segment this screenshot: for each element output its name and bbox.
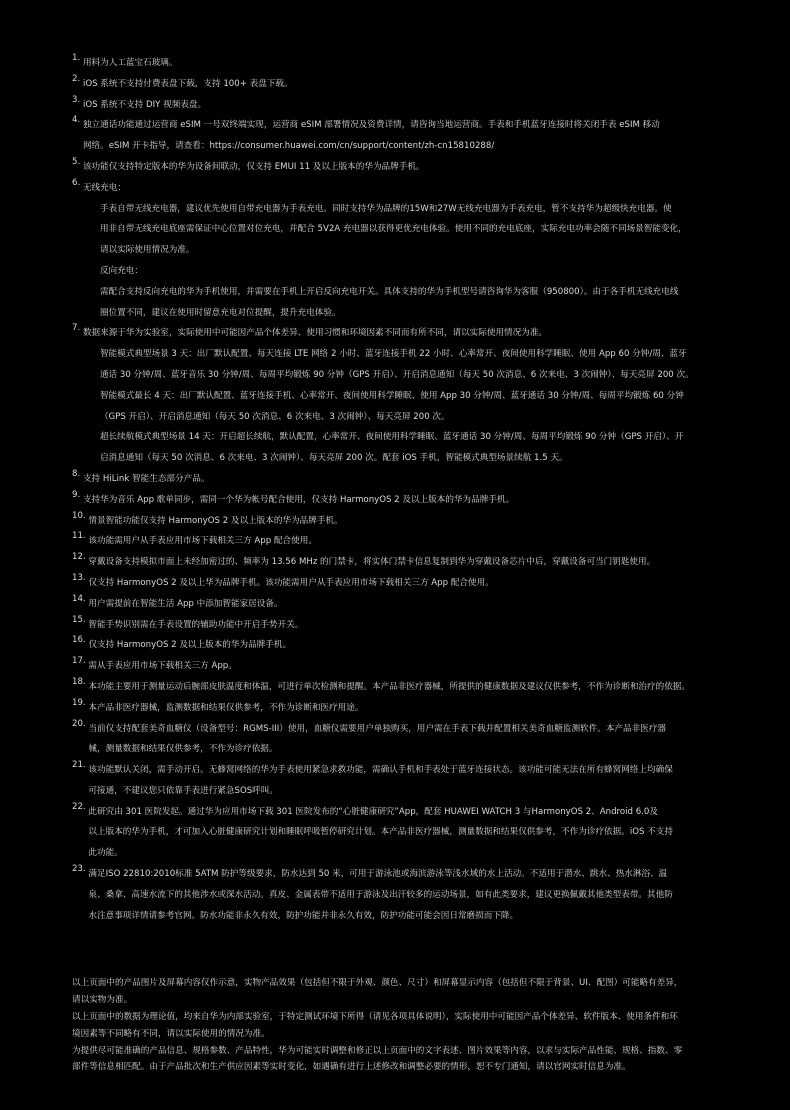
footnote-line: 需从手表应用市场下载相关三方 App。 xyxy=(88,661,237,672)
footnote xyxy=(72,178,718,324)
footnote-line: 用户需提前在智能生活 App 中添加智能家居设备。 xyxy=(88,598,283,609)
footnote xyxy=(72,115,718,157)
footnote-number: 9. xyxy=(72,489,83,500)
footnote-number: 8. xyxy=(72,468,83,479)
footnote-number: 22. xyxy=(72,801,89,812)
footnote-line: 超长续航模式典型场景 14 天：开启超长续航，默认配置，心率常开、夜间使用科学睡眠、蓝牙通话 30 分钟/周、每周平均锻炼 90 分钟（GPS 开启）、开 xyxy=(99,432,684,443)
footnote-line: 泉、桑拿、高速水流下的其他涉水或深水活动。真皮、金属表带不适用于游泳及出汗较多的运动场景，如有此类要求，建议更换佩戴其他类型表带。其他防 xyxy=(88,889,673,900)
footnote-line: 以上版本的华为手机，才可加入心脏健康研究计划和睡眠呼吸暂停研究计划。本产品非医疗器械，测量数据和结果仅供参考，不作为诊疗依据。iOS 不支持 xyxy=(88,827,673,838)
disclaimer-line: 以上页面中的产品图片及屏幕内容仅作示意，实物产品效果（包括但不限于外观、颜色、尺寸）和屏幕显示内容（包括但不限于背景、UI、配图）可能略有差异， xyxy=(72,978,683,988)
footnote-number: 2. xyxy=(72,73,83,84)
footnote xyxy=(72,802,718,864)
disclaimer-line: 境因素等不同略有不同，请以实际使用的情况为准。 xyxy=(72,1028,270,1039)
footnote-line: 请以实际使用情况为准。 xyxy=(99,245,195,256)
footnote-line: 启消息通知（每天 50 次消息、6 次来电、3 次闹钟）、每天亮屏 200 次。配套 iOS 手机，智能模式典型场景续航 1.5 天。 xyxy=(99,453,568,464)
footnote-line: 智能手势识别需在手表设置的辅助功能中开启手势开关。 xyxy=(88,619,304,630)
footnote-line: 水注意事项详情请参考官网。防水功能非永久有效，防护功能并非永久有效，防护功能可能会因日常磨损而下降。 xyxy=(88,910,519,921)
footnote-line: 数据来源于华为实验室，实际使用中可能因产品个体差异、使用习惯和环境因素不同而有所不同，请以实际使用情况为准。 xyxy=(82,328,548,339)
footnote-line: 用料为人工蓝宝石玻璃。 xyxy=(82,58,178,68)
footnote-number: 13. xyxy=(72,572,89,583)
footnote-line: 该功能需用户从手表应用市场下载相关三方 App 配合使用。 xyxy=(88,536,317,547)
footnote-line: 手表自带无线充电器，建议优先使用自带充电器为手表充电。同时支持华为品牌的15W和27W无线充电器为手表充电，暂不支持华为超级快充电器。使 xyxy=(99,203,672,214)
disclaimer-line: 为提供尽可能准确的产品信息、规格参数、产品特性，华为可能实时调整和修正以上页面中的文字表述、图片效果等内容，以求与实际产品性能、规格、指数、零 xyxy=(72,1045,683,1056)
footnote xyxy=(72,552,718,573)
footnote xyxy=(72,594,718,615)
footnote-line: 仅支持 HarmonyOS 2 及以上华为品牌手机。该功能需用户从手表应用市场下载相关三方 App 配合使用。 xyxy=(88,577,494,588)
footnote xyxy=(72,511,718,532)
footnote xyxy=(72,573,718,594)
footnote xyxy=(72,677,718,698)
footnote-line: 当前仅支持配套美奇血糖仪（设备型号：RGMS-III）使用，血糖仪需要用户单独购买，用户需在手表下载并配置相关美奇血糖监测软件。本产品非医疗器 xyxy=(88,723,667,734)
footnotes-list xyxy=(72,53,718,926)
footnote-line: 可接通，不建议您只依靠手表进行紧急SOS呼叫。 xyxy=(88,785,278,796)
footnote xyxy=(72,635,718,656)
footnote xyxy=(72,760,718,802)
footnote-line: 情景智能功能仅支持 HarmonyOS 2 及以上版本的华为品牌手机。 xyxy=(88,515,343,526)
footnote-number: 17. xyxy=(72,656,89,667)
footnote-line: iOS 系统不支持付费表盘下载，支持 100+ 表盘下载。 xyxy=(82,78,293,89)
footnote xyxy=(72,323,718,469)
footnote-line: 械，测量数据和结果仅供参考，不作为诊疗依据。 xyxy=(88,744,278,755)
footnote-line: 网络。eSIM 开卡指导，请查看：https://consumer.huawei.com/cn/support/content/zh-cn15810288/ xyxy=(82,141,495,152)
footnote-line: 智能模式最长 4 天：出厂默认配置、蓝牙连接手机、心率常开、夜间使用科学睡眠、使用 App 30 分钟/周、蓝牙通话 30 分钟/周、每周平均锻炼 60 分钟 xyxy=(99,390,684,401)
footnote xyxy=(72,656,718,677)
footnote-line: 此研究由 301 医院发起。通过华为应用市场下载 301 医院发布的“心脏健康研究”App，配套 HUAWEI WATCH 3 与HarmonyOS 2、Android 6.0及 xyxy=(88,806,658,817)
footnote xyxy=(72,95,718,116)
footnote-number: 12. xyxy=(72,552,89,563)
footnote-number: 20. xyxy=(72,718,89,729)
footnote-line: 满足ISO 22810:2010标准 5ATM 防护等级要求，防水达到 50 米，可用于游泳池或海滨游泳等浅水域的水上活动。不适用于潜水、跳水、热水淋浴、温 xyxy=(88,869,668,880)
footnote-line: 独立通话功能通过运营商 eSIM 一号双终端实现，运营商 eSIM 部署情况及资费详情，请咨询当地运营商。手表和手机蓝牙连接时将关闭手表 eSIM 移动 xyxy=(82,120,660,131)
footnote-number: 1. xyxy=(72,53,83,63)
footnote xyxy=(72,615,718,636)
footnote xyxy=(72,157,718,178)
footnote-line: （GPS 开启）、开启消息通知（每天 50 次消息、6 次来电、3 次闹钟）、每天亮屏 200 次。 xyxy=(99,411,450,422)
footnote-number: 11. xyxy=(72,531,89,542)
disclaimer-line: 请以实物为准。 xyxy=(72,994,133,1005)
footnote-subheading: 反向充电： xyxy=(99,265,143,276)
disclaimer-line: 部件等信息相匹配。由于产品批次和生产供应因素等实时变化，如遇确有进行上述修改和调整必要的情形，恕不专门通知，请以官网实时信息为准。 xyxy=(72,1062,631,1073)
footnote-line: 本产品非医疗器械，监测数据和结果仅供参考，不作为诊断和医疗用途。 xyxy=(88,702,364,713)
footnote-number: 15. xyxy=(72,614,89,625)
footnote xyxy=(72,53,718,74)
footnote-number: 19. xyxy=(72,697,89,708)
footnote-number: 21. xyxy=(72,760,89,771)
footnote-line: 支持华为音乐 App 歌单同步，需同一个华为帐号配合使用，仅支持 HarmonyOS 2 及以上版本的华为品牌手机。 xyxy=(82,494,515,505)
footnote-number: 10. xyxy=(72,510,89,521)
footnote-line: 智能模式典型场景 3 天：出厂默认配置、每天连接 LTE 网络 2 小时、蓝牙连接手机 22 小时、心率常开、夜间使用科学睡眠、使用 App 60 分钟/周、蓝牙 xyxy=(99,349,687,360)
footnote-line: 此功能。 xyxy=(88,848,123,859)
footnote xyxy=(72,531,718,552)
footnote-line: 该功能默认关闭，需手动开启。无蜂窝网络的华为手表使用紧急求救功能，需确认手机和手表处于蓝牙连接状态。该功能可能无法在所有蜂窝网络上均确保 xyxy=(88,765,673,776)
footnote-number: 6. xyxy=(72,177,83,188)
footnote xyxy=(72,864,718,926)
footnote xyxy=(72,490,718,511)
footnote-line: 穿戴设备支持模拟市面上未经加密过的、频率为 13.56 MHz 的门禁卡，将实体门禁卡信息复制到华为穿戴设备芯片中后，穿戴设备可当门钥匙使用。 xyxy=(88,557,656,568)
footnote xyxy=(72,469,718,490)
footnote-line: 需配合支持反向充电的华为手机使用，并需要在手机上开启反向充电开关。具体支持的华为手机型号请咨询华为客服（950800）。由于各手机无线充电线 xyxy=(99,286,679,297)
footnote-line: 本功能主要用于测量运动后腕部皮肤温度和体温，可进行单次检测和提醒。本产品非医疗器械，所提供的健康数据及建议仅供参考，不作为诊断和治疗的依据。 xyxy=(88,681,690,692)
footnote xyxy=(72,698,718,719)
footnote-subheading: 无线充电： xyxy=(82,182,126,193)
footnote-number: 18. xyxy=(72,676,89,687)
footnote-number: 14. xyxy=(72,593,89,604)
footnote-number: 4. xyxy=(72,115,83,126)
footnote-number: 5. xyxy=(72,156,83,167)
footnote-number: 16. xyxy=(72,635,89,646)
footnote-number: 7. xyxy=(72,323,83,334)
disclaimer-line: 以上页面中的数据为理论值，均来自华为内部实验室，于特定测试环境下所得（请见各项具体说明），实际使用中可能因产品个体差异、软件版本、使用条件和环 xyxy=(72,1011,678,1022)
footnote-number: 3. xyxy=(72,94,83,105)
footnote-line: 支持 HiLink 智能生态部分产品。 xyxy=(82,473,210,484)
footnote-line: 圈位置不同，建议在使用时留意充电对位提醒，提升充电体验。 xyxy=(99,307,341,318)
footnote-line: 仅支持 HarmonyOS 2 及以上版本的华为品牌手机。 xyxy=(88,640,292,651)
disclaimer xyxy=(72,975,718,1076)
footnote-line: 该功能仅支持特定版本的华为设备间联动，仅支持 EMUI 11 及以上版本的华为品牌手机。 xyxy=(82,161,425,172)
footnote-number: 23. xyxy=(72,864,89,875)
footnote-line: 通话 30 分钟/周、蓝牙音乐 30 分钟/周、每周平均锻炼 90 分钟（GPS 开启）、开启消息通知（每天 50 次消息、6 次来电、3 次闹钟）、每天亮屏 200 次。 xyxy=(99,369,694,380)
footnote-line: iOS 系统不支持 DIY 视频表盘。 xyxy=(82,99,207,110)
footnote xyxy=(72,719,718,761)
footnote-line: 用非自带无线充电底座需保证中心位置对位充电，并配合 5V2A 充电器以获得更优充电体验。使用不同的充电底座，实际充电功率会随不同场景智能变化， xyxy=(99,224,687,235)
footnote xyxy=(72,74,718,95)
